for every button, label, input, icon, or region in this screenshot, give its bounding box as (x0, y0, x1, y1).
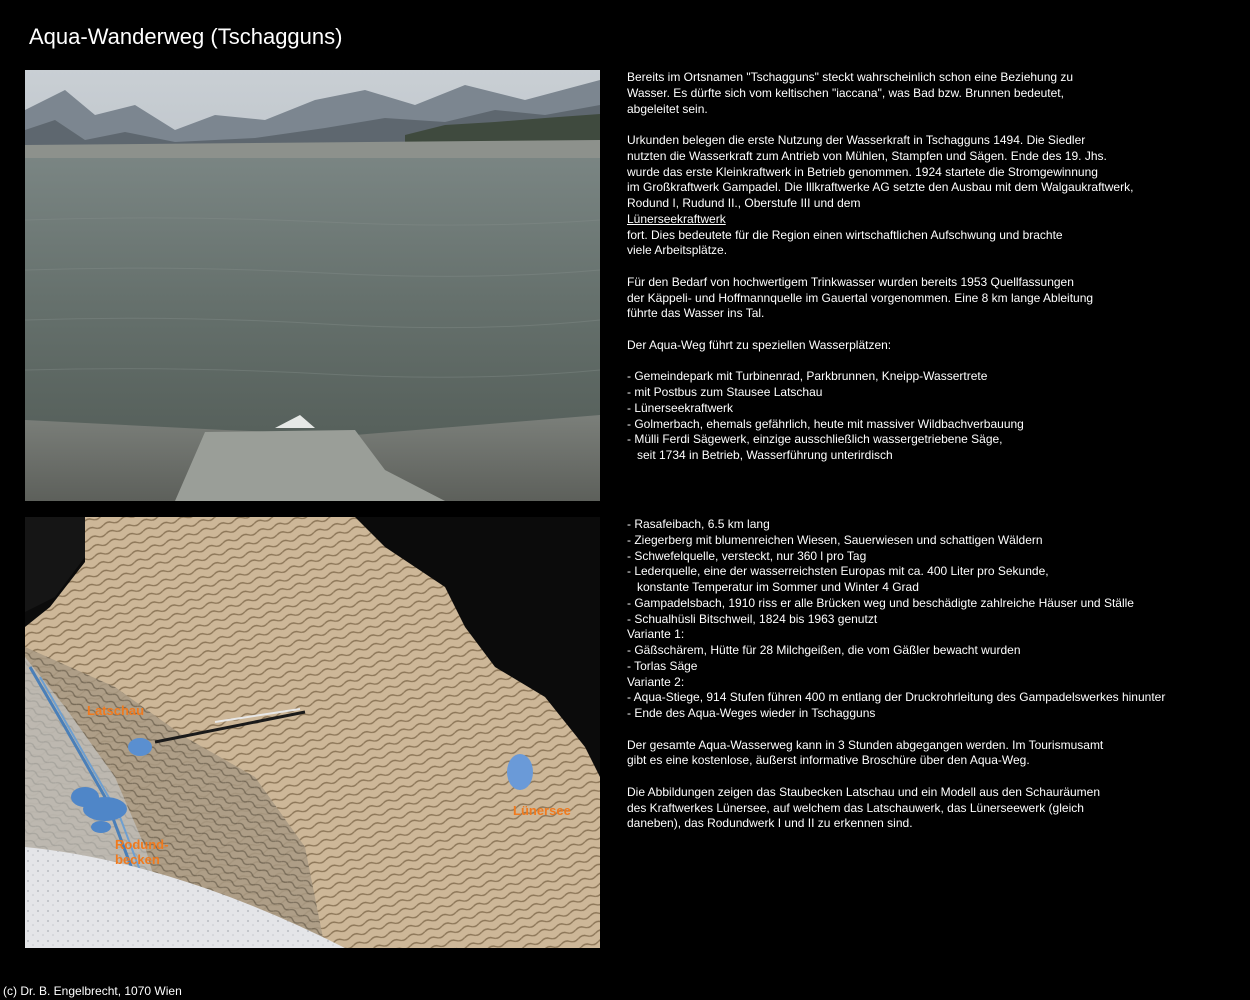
paragraph-drinking-water: Für den Bedarf von hochwertigem Trinkwasser wurden bereits 1953 Quellfassungen der Käppeli- und Hoffmannquelle im Gauertal vorgenommen. Eine 8 km lange Ableitung führte das Wasser ins Tal. (627, 274, 1094, 321)
list-item: seit 1734 in Betrieb, Wasserführung unterirdisch (627, 448, 893, 462)
list-item: - Ende des Aqua-Weges wieder in Tschagguns (627, 706, 876, 720)
list-item: - Gampadelsbach, 1910 riss er alle Brücken weg und beschädigte zahlreiche Häuser und Ställe (627, 595, 1134, 610)
list-item: Variante 1: (627, 627, 685, 642)
intro-text (627, 70, 1237, 464)
list-item: - Rasafeibach, 6.5 km lang (627, 517, 770, 531)
paragraph-aqua-weg-intro: Der Aqua-Weg führt zu speziellen Wasserplätzen: (627, 337, 892, 352)
list-item: - Gäßschärem, Hütte für 28 Milchgeißen, die vom Gäßler bewacht wurden (627, 643, 1021, 657)
list-item: - Golmerbach, ehemals gefährlich, heute mit massiver Wildbachverbauung (627, 416, 1024, 431)
paragraph-history: Urkunden belegen die erste Nutzung der Wasserkraft in Tschagguns 1494. Die Siedler nutzten die Wasserkraft zum Antrieb von Mühlen, Stampfen und Sägen. Ende des 19. Jhs. wurde das erste Kleinkraftwerk in Betrieb genommen. 1924 startete die Stromgewinnung im Großkraftwerk Gampadel. Die Illkraftwerke AG setzte den Ausbau mit dem Walgaukraftwerk, Rodund I, Rudund II., Oberstufe III und dem Lünerseekraftwerk fort. Dies bedeutete für die Region einen wirtschaftlichen Aufschwung und brachte viele Arbeitsplätze. (627, 133, 1237, 259)
relief-model-photo-icon (25, 517, 600, 948)
luenerseekraftwerk-link[interactable]: Lünerseekraftwerk (627, 211, 726, 226)
label-latschau: Latschau (87, 703, 145, 718)
list-item: - Torlas Säge (627, 658, 698, 673)
list-item: - Gemeindepark mit Turbinenrad, Parkbrunnen, Kneipp-Wassertrete (627, 369, 988, 384)
page-title: Aqua-Wanderweg (Tschagguns) (29, 24, 343, 49)
route-text (627, 517, 1237, 832)
list-item: konstante Temperatur im Sommer und Winter 4 Grad (627, 580, 919, 594)
label-rodund-1: Rodund- (115, 837, 169, 852)
list-item: - Lederquelle, eine der wasserreichsten Europas mit ca. 400 Liter pro Sekunde, (627, 564, 1049, 579)
label-luenersee: Lünersee (513, 803, 571, 818)
list-item: - Mülli Ferdi Sägewerk, einzige ausschließlich wassergetriebene Säge, (627, 432, 1003, 447)
list-item: Variante 2: (627, 674, 685, 689)
copyright-footer: (c) Dr. B. Engelbrecht, 1070 Wien (3, 984, 182, 998)
list-item: - Aqua-Stiege, 914 Stufen führen 400 m entlang der Druckrohrleitung des Gampadelswerkes hinunter (627, 690, 1166, 705)
reservoir-photo-icon (25, 70, 600, 501)
list-item: - Schualhüsli Bitschweil, 1824 bis 1963 genutzt (627, 611, 878, 626)
paragraph-duration: Der gesamte Aqua-Wasserweg kann in 3 Stunden abgegangen werden. Im Tourismusamt gibt es eine kostenlose, äußerst informative Broschüre über den Aqua-Weg. (627, 737, 1104, 768)
list-item: - Ziegerberg mit blumenreichen Wiesen, Sauerwiesen und schattigen Wäldern (627, 532, 1043, 547)
paragraph-image-caption: Die Abbildungen zeigen das Staubecken Latschau und ein Modell aus den Schauräumen des Kraftwerkes Lünersee, auf welchem das Latschauwerk, das Lünerseewerk (gleich daneben), das Rodundwerk I und II zu erkennen sind. (627, 784, 1101, 831)
relief-model-photo (25, 517, 600, 948)
water-places-list (627, 369, 1237, 464)
list-item: - Lünerseekraftwerk (627, 400, 734, 415)
paragraph-etymology: Bereits im Ortsnamen "Tschagguns" steckt wahrscheinlich schon eine Beziehung zu Wasser. Es dürfte sich vom keltischen "iaccana", was Bad bzw. Brunnen bedeutet, abgeleitet sein. (627, 70, 1074, 116)
label-rodund-2: becken (115, 852, 160, 867)
list-item: - mit Postbus zum Stausee Latschau (627, 385, 823, 399)
route-list (627, 517, 1237, 722)
reservoir-photo (25, 70, 600, 501)
list-item: - Schwefelquelle, versteckt, nur 360 l pro Tag (627, 548, 867, 563)
